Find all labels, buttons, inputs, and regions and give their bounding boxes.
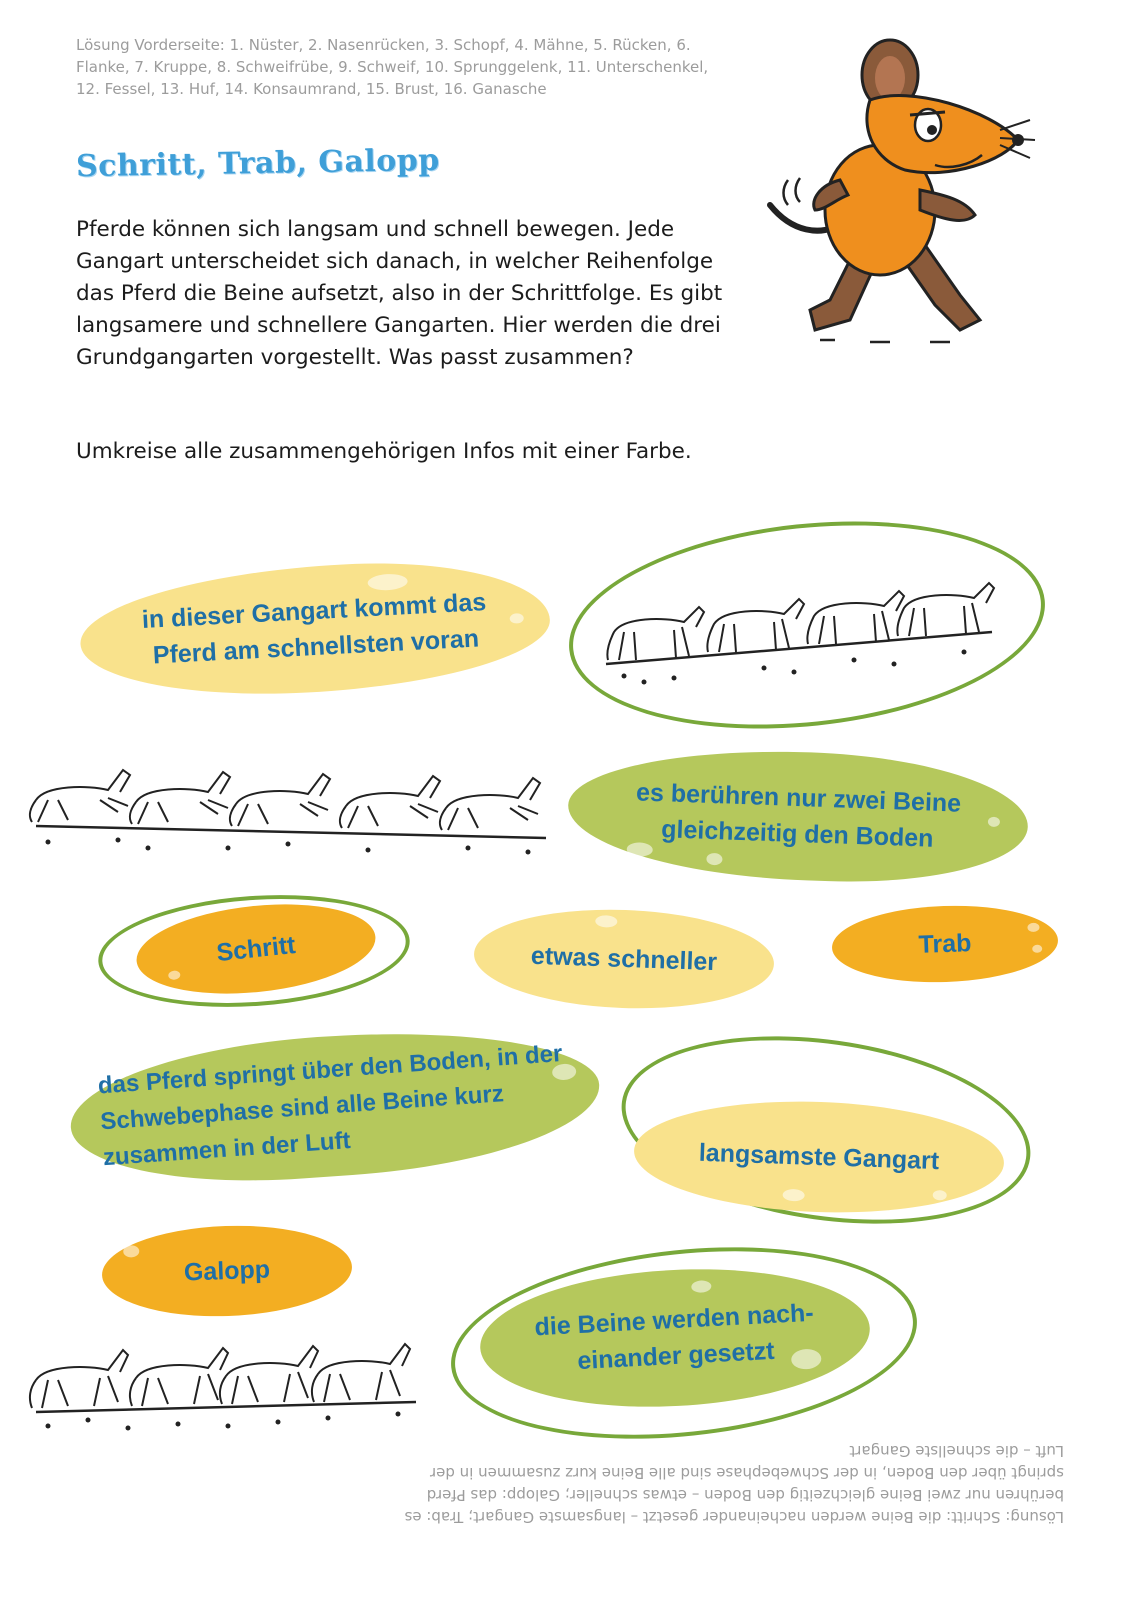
card-galopp-text: Galopp <box>183 1255 271 1287</box>
horses-walk-illustration <box>604 572 996 692</box>
intro-paragraph: Pferde können sich langsam und schnell bewegen. Jede Gangart unterscheidet sich danach, in welcher Reihenfolge das Pferd die Beine aufsetzt, also in der Schrittfolge. Es gibt langsamere und schnellere Gangarten. Hier werden die drei Grundgangarten vorgestellt. Was passt zusammen? <box>76 217 723 370</box>
card-fastest-text: in dieser Gangart kommt das Pferd am schnellsten voran <box>141 588 487 670</box>
solution-front-text: Lösung Vorderseite: 1. Nüster, 2. Nasenrücken, 3. Schopf, 4. Mähne, 5. Rücken, 6. Flanke, 7. Kruppe, 8. Schweifrübe, 9. Schweif, 10. Sprunggelenk, 11. Unterschenkel, 12. Fessel, 13. Huf, 14. Konsaumrand, 15. Brust, 16. Ganasche <box>76 36 709 98</box>
card-jumps-text: das Pferd springt über den Boden, in der Schwebephase sind alle Beine kurz zusammen in der Luft <box>97 1040 564 1172</box>
card-one-after-text: die Beine werden nacheinander gesetzt <box>533 1298 815 1376</box>
card-slowest-text: langsamste Gangart <box>698 1138 940 1176</box>
card-two-legs-text: es berühren nur zwei Beine gleichzeitig den Boden <box>635 778 962 853</box>
card-trab-text: Trab <box>918 929 972 959</box>
horses-gallop-illustration <box>28 760 550 860</box>
card-galopp[interactable] <box>101 1222 354 1321</box>
instruction-paragraph: Umkreise alle zusammengehörigen Infos mit einer Farbe. <box>76 439 692 464</box>
mouse-illustration <box>760 30 1050 350</box>
card-trab[interactable] <box>831 902 1060 986</box>
page-title: Schritt, Trab, Galopp <box>75 142 440 185</box>
solution-upside-down: Lösung: Schritt: die Beine werden nacheinander gesetzt – langsamste Gangart; Trab: es berühren nur zwei Beine gleichzeitig den Boden – etwas schneller; Galopp: das Pferd springt über den Boden, in der Schwebephase sind alle Beine kurz zusammen in der Luft – die schnellste Gangart <box>404 1442 1064 1526</box>
card-two-legs[interactable] <box>566 744 1030 888</box>
card-schritt-text: Schritt <box>215 930 297 968</box>
card-jumps[interactable] <box>66 1018 604 1195</box>
card-faster-text: etwas schneller <box>530 941 718 977</box>
card-fastest[interactable] <box>77 554 553 704</box>
card-faster[interactable] <box>472 905 775 1013</box>
horses-trot-illustration <box>28 1330 420 1440</box>
